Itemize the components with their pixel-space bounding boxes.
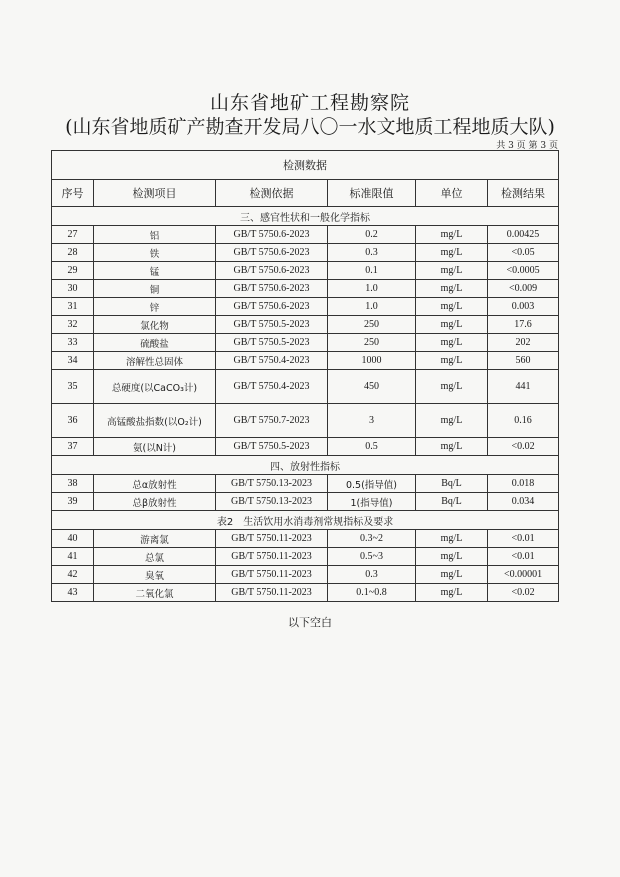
table-cell: 0.3 [328, 566, 416, 584]
table-row [52, 352, 559, 370]
table-cell: 0.1 [328, 262, 416, 280]
table-cell: 37 [52, 438, 94, 456]
table-cell: GB/T 5750.5-2023 [216, 438, 328, 456]
table-cell: 32 [52, 316, 94, 334]
table-row [52, 280, 559, 298]
table-cell: 0.3 [328, 244, 416, 262]
table-cell: 高锰酸盐指数(以O₂计) [94, 404, 216, 438]
table-cell: 氨(以N计) [94, 438, 216, 456]
table-row [52, 530, 559, 548]
table-cell: GB/T 5750.13-2023 [216, 493, 328, 511]
table-cell: 0.3~2 [328, 530, 416, 548]
table-cell: mg/L [416, 352, 488, 370]
table-cell: 41 [52, 548, 94, 566]
table-cell: 34 [52, 352, 94, 370]
table-cell: Bq/L [416, 475, 488, 493]
table-row [52, 548, 559, 566]
table-cell: 总硬度(以CaCO₃计) [94, 370, 216, 404]
table-cell: 35 [52, 370, 94, 404]
table-row [52, 370, 559, 404]
table-cell: 38 [52, 475, 94, 493]
column-header: 标准限值 [328, 180, 416, 207]
table-cell: <0.009 [488, 280, 559, 298]
table-row [52, 244, 559, 262]
table-cell: 氯化物 [94, 316, 216, 334]
table-cell: mg/L [416, 316, 488, 334]
table-cell: 铝 [94, 226, 216, 244]
table-cell: 36 [52, 404, 94, 438]
table-cell: mg/L [416, 244, 488, 262]
table-cell: 0.2 [328, 226, 416, 244]
table-cell: mg/L [416, 530, 488, 548]
table-cell: 0.018 [488, 475, 559, 493]
table-cell: 1.0 [328, 298, 416, 316]
table-cell: mg/L [416, 334, 488, 352]
table-row [52, 226, 559, 244]
table-cell: mg/L [416, 280, 488, 298]
table-cell: GB/T 5750.6-2023 [216, 226, 328, 244]
table-cell: mg/L [416, 584, 488, 602]
table-row [52, 566, 559, 584]
table-cell: 硫酸盐 [94, 334, 216, 352]
table-cell: GB/T 5750.11-2023 [216, 548, 328, 566]
page-info: 共 3 页 第 3 页 [496, 141, 558, 151]
table-cell: 1(指导值) [328, 493, 416, 511]
table-cell: 250 [328, 316, 416, 334]
table-cell: mg/L [416, 566, 488, 584]
table-cell: 31 [52, 298, 94, 316]
table-cell: 0.5(指导值) [328, 475, 416, 493]
table-cell: 560 [488, 352, 559, 370]
table-cell: 28 [52, 244, 94, 262]
table-cell: GB/T 5750.11-2023 [216, 530, 328, 548]
column-header: 检测依据 [216, 180, 328, 207]
table-cell: 250 [328, 334, 416, 352]
table-cell: <0.00001 [488, 566, 559, 584]
table-cell: 39 [52, 493, 94, 511]
table-cell: mg/L [416, 370, 488, 404]
table-cell: mg/L [416, 262, 488, 280]
section-row [52, 207, 559, 226]
table-cell: 30 [52, 280, 94, 298]
table-cell: GB/T 5750.6-2023 [216, 280, 328, 298]
table-cell: GB/T 5750.11-2023 [216, 566, 328, 584]
table-cell: 0.00425 [488, 226, 559, 244]
table-cell: <0.0005 [488, 262, 559, 280]
table-cell: 29 [52, 262, 94, 280]
table-cell: GB/T 5750.11-2023 [216, 584, 328, 602]
table-cell: 总α放射性 [94, 475, 216, 493]
table-row [52, 404, 559, 438]
table-cell: 43 [52, 584, 94, 602]
section-heading: 四、放射性指标 [52, 456, 559, 475]
table-cell: 40 [52, 530, 94, 548]
section-heading: 三、感官性状和一般化学指标 [52, 207, 559, 226]
table-cell: 锰 [94, 262, 216, 280]
column-header: 检测项目 [94, 180, 216, 207]
institute-title: 山东省地矿工程勘察院 [209, 92, 410, 114]
table-cell: <0.02 [488, 584, 559, 602]
table-cell: 0.034 [488, 493, 559, 511]
section-row [52, 511, 559, 530]
column-header: 序号 [52, 180, 94, 207]
table-cell: 202 [488, 334, 559, 352]
table-cell: 441 [488, 370, 559, 404]
table-cell: GB/T 5750.5-2023 [216, 334, 328, 352]
table-cell: Bq/L [416, 493, 488, 511]
table-cell: 1.0 [328, 280, 416, 298]
table-row [52, 438, 559, 456]
table-cell: 总氯 [94, 548, 216, 566]
table-cell: GB/T 5750.6-2023 [216, 244, 328, 262]
table-cell: 二氧化氯 [94, 584, 216, 602]
institute-subtitle: (山东省地质矿产勘查开发局八〇一水文地质工程地质大队) [65, 116, 555, 138]
table-row [52, 334, 559, 352]
table-cell: mg/L [416, 548, 488, 566]
table-cell: 溶解性总固体 [94, 352, 216, 370]
table-cell: 1000 [328, 352, 416, 370]
table-cell: <0.01 [488, 530, 559, 548]
table-cell: 17.6 [488, 316, 559, 334]
table-cell: mg/L [416, 226, 488, 244]
table-cell: 0.16 [488, 404, 559, 438]
section-row [52, 456, 559, 475]
test-data-table [51, 150, 559, 602]
table-row [52, 262, 559, 280]
table-cell: 总β放射性 [94, 493, 216, 511]
table-cell: GB/T 5750.6-2023 [216, 298, 328, 316]
table-main-header: 检测数据 [52, 151, 559, 180]
table-cell: mg/L [416, 438, 488, 456]
column-header: 检测结果 [488, 180, 559, 207]
table-cell: 0.5 [328, 438, 416, 456]
column-header: 单位 [416, 180, 488, 207]
table-cell: 33 [52, 334, 94, 352]
table-cell: 臭氧 [94, 566, 216, 584]
table-row [52, 493, 559, 511]
table-cell: 0.5~3 [328, 548, 416, 566]
table-cell: 铜 [94, 280, 216, 298]
table-cell: mg/L [416, 298, 488, 316]
table-cell: 0.003 [488, 298, 559, 316]
table-cell: GB/T 5750.7-2023 [216, 404, 328, 438]
table-cell: GB/T 5750.4-2023 [216, 370, 328, 404]
table-cell: <0.05 [488, 244, 559, 262]
table-cell: 锌 [94, 298, 216, 316]
table-cell: 450 [328, 370, 416, 404]
table-cell: <0.01 [488, 548, 559, 566]
section-heading: 表2 生活饮用水消毒剂常规指标及要求 [52, 511, 559, 530]
table-cell: 3 [328, 404, 416, 438]
table-cell: 游离氯 [94, 530, 216, 548]
table-cell: GB/T 5750.5-2023 [216, 316, 328, 334]
table-cell: GB/T 5750.13-2023 [216, 475, 328, 493]
table-cell: 0.1~0.8 [328, 584, 416, 602]
table-cell: 铁 [94, 244, 216, 262]
table-cell: 27 [52, 226, 94, 244]
table-row [52, 316, 559, 334]
table-cell: GB/T 5750.6-2023 [216, 262, 328, 280]
table-row [52, 584, 559, 602]
table-cell: GB/T 5750.4-2023 [216, 352, 328, 370]
table-cell: <0.02 [488, 438, 559, 456]
table-cell: 42 [52, 566, 94, 584]
table-row [52, 475, 559, 493]
table-cell: mg/L [416, 404, 488, 438]
blank-below-note: 以下空白 [288, 616, 332, 629]
table-row [52, 298, 559, 316]
